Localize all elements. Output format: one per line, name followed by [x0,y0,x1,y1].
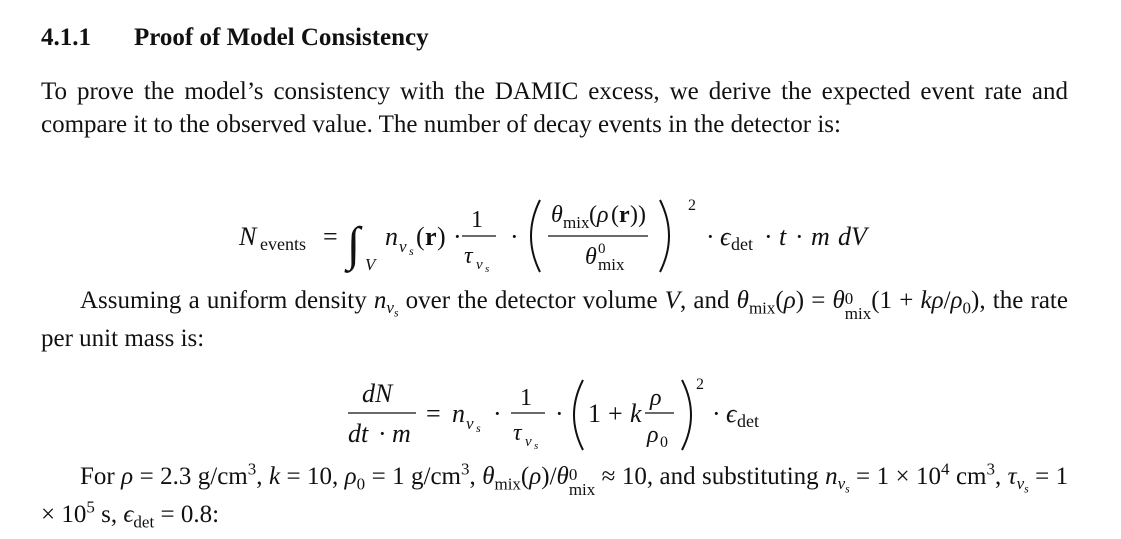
eq1-paren-close: ) [437,222,446,251]
eq1-big-paren-right [660,200,669,272]
eq1-lifetime: τ [464,243,473,269]
equation-rate-per-mass [340,370,780,455]
p3-eps-value: $\epsilon_{det} = 0.8$ [123,500,213,531]
eq2-one: 1 [588,399,601,428]
p3-rho0-value: $\rho_0 = 1$ $g/cm^3$ [344,459,470,494]
eq2-dot-3: · [712,399,721,428]
paragraph-substitution: For ρ = 2.3 $g/cm^3$, k = 10, $\rho_0 = 1$ $g/cm^3$, $\theta_{mix}(\rho)/\theta$ 0 mix ≈ 10, and substituting $n_{\nu_s} = 1 \times 10^4$ $cm^3$, $\tau_{\nu_s} = 1 \times 10^5$ s, $\epsilon_{det} = 0.8$: [41,459,1069,531]
p3-k-value: k = 10 [268,463,332,490]
eq1-exponent: 2 [688,197,696,214]
eq2-denominator-right: m [392,419,411,448]
eq1-inner-paren-2: ( [611,202,619,228]
eq1-lifetime-sub: ν [476,257,483,273]
eq1-density-subsub: s [409,244,414,258]
p2-text-4: , the rate per unit mass is: [41,287,1068,352]
p3-text-1: For [80,463,122,490]
p3-n-value: $n_{\nu_s} = 1 \times 10^4$ $cm^3$ [825,459,995,497]
eq1-lhs-sub: events [260,234,306,254]
eq1-theta: θ [551,202,563,228]
p3-tau-value: $\tau_{\nu_s} = 1 \times 10^5$ s [41,463,1069,528]
eq2-exponent: 2 [696,376,704,393]
eq1-volume-element: dV [838,222,867,251]
eq2-equals: = [426,399,441,428]
eq1-epsilon-sub: det [731,234,753,254]
eq2-epsilon: ϵ [726,399,737,428]
p3-text-2: , and substituting [646,463,826,490]
eq1-density-sub: ν [399,237,407,256]
p3-rho-value: ρ = 2.3 $g/cm^3$ [121,459,257,490]
eq2-frac-one: 1 [520,385,532,411]
eq1-frac-one: 1 [471,207,483,233]
paragraph-assumption [41,284,1068,355]
equation-event-count [230,190,890,278]
eq1-theta-mix-den: mix [598,255,625,274]
p2-theta-relation: $\theta_{mix}(\rho) = \theta$ 0 mix $(1 + k\rho/\rho_0)$ [736,287,980,324]
eq1-theta-denominator: θ [585,244,597,270]
p2-text-1: Assuming a uniform density [80,287,374,314]
eq2-plus: + [608,399,623,428]
eq1-position-vector: r [425,222,437,251]
equation-event-count-svg [230,190,890,278]
eq1-dot-2: · [510,222,519,251]
eq2-density-subsub: s [476,421,481,435]
eq2-lifetime-subsub: s [534,440,539,452]
eq1-time: t [779,222,787,251]
eq2-density-sub: ν [466,414,474,433]
eq2-lifetime: τ [513,420,522,446]
eq2-rho-num: ρ [650,385,662,411]
eq1-inner-close: )) [630,202,646,228]
eq1-big-paren-left [531,200,540,272]
eq2-denominator-left: dt [348,419,369,448]
eq1-dot-5: · [795,222,804,251]
eq2-lifetime-sub: ν [525,434,532,450]
eq2-dot-2: · [555,399,564,428]
eq1-rho: ρ [597,202,609,228]
eq2-k: k [630,399,642,428]
section-title: Proof of Model Consistency [134,24,429,51]
equation-rate-per-mass-svg [340,370,780,455]
eq1-integral-domain: V [365,255,376,274]
p2-density: $n_{\nu_s}$ [373,287,399,321]
p3-text-3: : [212,500,220,528]
eq2-denominator-dot: · [378,419,387,448]
eq1-r-inner: r [619,202,630,228]
eq2-numerator: dN [362,379,393,408]
eq1-integral-sign: ∫ [347,218,361,271]
eq2-rho-den-sub: 0 [660,434,668,451]
eq1-equals: = [323,222,338,251]
eq1-paren-open: ( [416,222,425,251]
eq2-big-paren-left [574,380,583,450]
p3-ratio-value: $\theta_{mix}(\rho)/\theta$ 0 mix ≈ 10 [482,463,647,500]
eq1-inner-paren: ( [589,202,597,228]
eq2-dot-1: · [493,399,502,428]
eq1-theta-zero-sup: 0 [598,241,606,257]
eq2-rho-den: ρ [647,422,659,448]
section-heading [41,24,429,52]
paragraph-intro: To prove the model’s consistency with the DAMIC excess, we derive the expected event rate and compare it to the observed value. The number of decay events in the detector is: [41,78,1068,138]
eq2-density: n [452,399,465,428]
eq2-epsilon-sub: det [737,411,759,431]
eq1-dot-1: · [453,222,462,251]
eq2-big-paren-right [682,380,691,450]
eq1-lifetime-subsub: s [485,263,490,275]
p2-text-3: , and [680,287,737,314]
eq1-lhs-symbol: N [239,222,257,251]
eq1-epsilon: ϵ [720,222,731,251]
eq1-theta-mix: mix [563,213,590,232]
eq1-mass: m [811,222,830,251]
section-number: 4.1.1 [41,24,91,51]
p2-volume: V [664,287,680,314]
eq1-dot-4: · [764,222,773,251]
p2-text-2: over the detector volume [398,287,665,314]
eq1-dot-3: · [706,222,715,251]
eq1-density: n [385,222,398,251]
